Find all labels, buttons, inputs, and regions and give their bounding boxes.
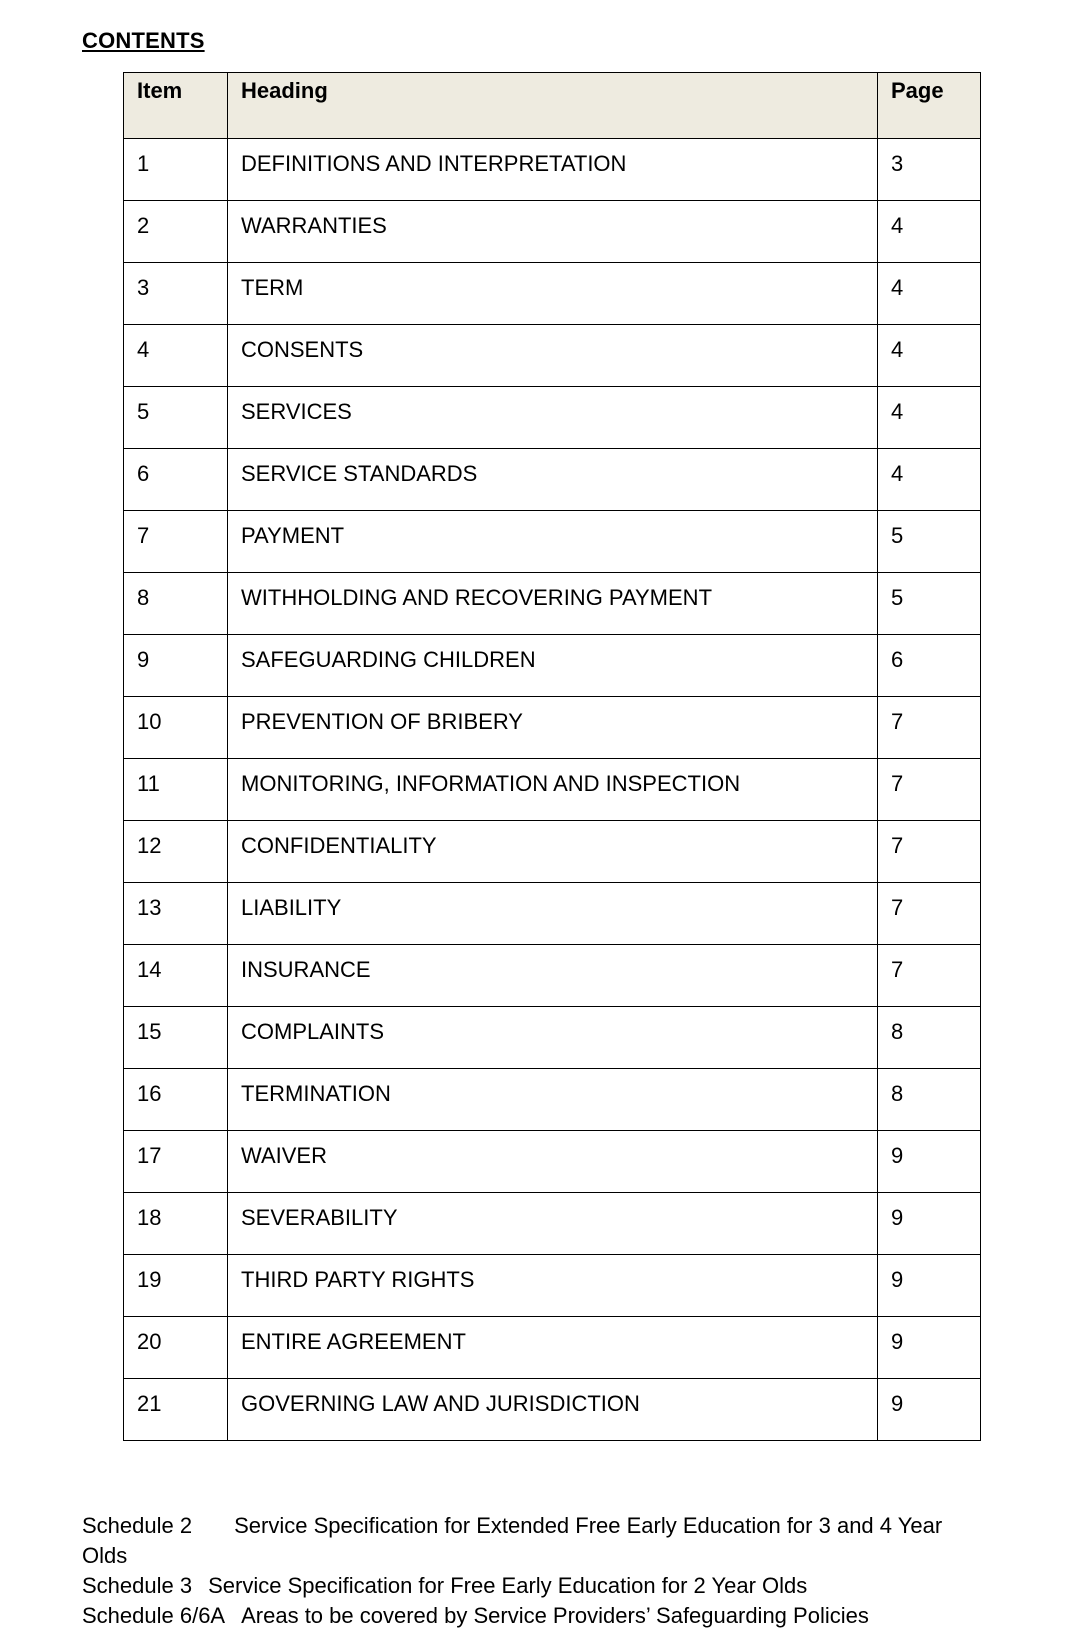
cell-item: 10: [124, 697, 228, 759]
cell-item: 14: [124, 945, 228, 1007]
schedule-entry: [82, 1601, 962, 1631]
cell-item: 17: [124, 1131, 228, 1193]
table-row: [124, 1069, 981, 1131]
column-header-page: Page: [878, 73, 981, 139]
cell-page: 9: [878, 1255, 981, 1317]
table-row: [124, 821, 981, 883]
table-row: [124, 759, 981, 821]
table-row: [124, 449, 981, 511]
cell-page: 8: [878, 1069, 981, 1131]
schedule-label: Schedule 3: [82, 1573, 193, 1598]
schedule-label: Schedule 6/6A: [82, 1603, 226, 1628]
cell-heading: SEVERABILITY: [228, 1193, 878, 1255]
cell-heading: MONITORING, INFORMATION AND INSPECTION: [228, 759, 878, 821]
table-row: [124, 387, 981, 449]
schedule-label: Schedule 2: [82, 1513, 193, 1538]
cell-page: 8: [878, 1007, 981, 1069]
cell-heading: CONSENTS: [228, 325, 878, 387]
schedule-list: [82, 1511, 962, 1631]
cell-page: 9: [878, 1379, 981, 1441]
table-row: [124, 511, 981, 573]
cell-item: 15: [124, 1007, 228, 1069]
table-row: [124, 1255, 981, 1317]
cell-heading: PREVENTION OF BRIBERY: [228, 697, 878, 759]
cell-page: 4: [878, 449, 981, 511]
cell-heading: INSURANCE: [228, 945, 878, 1007]
cell-heading: ENTIRE AGREEMENT: [228, 1317, 878, 1379]
table-row: [124, 697, 981, 759]
cell-heading: WARRANTIES: [228, 201, 878, 263]
cell-page: 9: [878, 1131, 981, 1193]
cell-item: 21: [124, 1379, 228, 1441]
cell-page: 3: [878, 139, 981, 201]
cell-page: 7: [878, 883, 981, 945]
cell-item: 8: [124, 573, 228, 635]
cell-heading: TERM: [228, 263, 878, 325]
cell-item: 18: [124, 1193, 228, 1255]
table-row: [124, 263, 981, 325]
cell-page: 7: [878, 759, 981, 821]
column-header-item: Item: [124, 73, 228, 139]
cell-page: 6: [878, 635, 981, 697]
cell-item: 6: [124, 449, 228, 511]
cell-heading: COMPLAINTS: [228, 1007, 878, 1069]
cell-page: 4: [878, 263, 981, 325]
table-row: [124, 945, 981, 1007]
cell-heading: DEFINITIONS AND INTERPRETATION: [228, 139, 878, 201]
cell-page: 9: [878, 1317, 981, 1379]
cell-heading: THIRD PARTY RIGHTS: [228, 1255, 878, 1317]
cell-heading: SERVICES: [228, 387, 878, 449]
cell-item: 7: [124, 511, 228, 573]
cell-page: 7: [878, 945, 981, 1007]
table-row: [124, 1193, 981, 1255]
cell-item: 11: [124, 759, 228, 821]
table-row: [124, 139, 981, 201]
cell-page: 9: [878, 1193, 981, 1255]
schedule-text: Areas to be covered by Service Providers’ Safeguarding Policies: [241, 1603, 869, 1628]
schedule-entry: [82, 1511, 962, 1571]
table-row: [124, 1007, 981, 1069]
cell-heading: LIABILITY: [228, 883, 878, 945]
table-row: [124, 325, 981, 387]
table-row: [124, 573, 981, 635]
cell-item: 13: [124, 883, 228, 945]
table-row: [124, 1131, 981, 1193]
table-row: [124, 883, 981, 945]
page-title: CONTENTS: [82, 28, 205, 53]
cell-item: 19: [124, 1255, 228, 1317]
table-header-row: [124, 73, 981, 139]
schedule-entry: [82, 1571, 962, 1601]
cell-item: 2: [124, 201, 228, 263]
cell-item: 3: [124, 263, 228, 325]
cell-heading: SAFEGUARDING CHILDREN: [228, 635, 878, 697]
cell-item: 9: [124, 635, 228, 697]
cell-item: 4: [124, 325, 228, 387]
cell-page: 4: [878, 325, 981, 387]
cell-page: 4: [878, 387, 981, 449]
cell-page: 7: [878, 821, 981, 883]
cell-item: 12: [124, 821, 228, 883]
cell-page: 7: [878, 697, 981, 759]
cell-page: 5: [878, 511, 981, 573]
table-row: [124, 201, 981, 263]
cell-heading: WITHHOLDING AND RECOVERING PAYMENT: [228, 573, 878, 635]
column-header-heading: Heading: [228, 73, 878, 139]
cell-heading: SERVICE STANDARDS: [228, 449, 878, 511]
cell-page: 4: [878, 201, 981, 263]
cell-page: 5: [878, 573, 981, 635]
cell-item: 20: [124, 1317, 228, 1379]
schedule-text: Service Specification for Free Early Education for 2 Year Olds: [208, 1573, 808, 1598]
cell-heading: GOVERNING LAW AND JURISDICTION: [228, 1379, 878, 1441]
table-row: [124, 635, 981, 697]
table-row: [124, 1379, 981, 1441]
schedule-text: Service Specification for Extended Free Early Education for 3 and 4 Year Olds: [82, 1513, 943, 1568]
cell-item: 5: [124, 387, 228, 449]
cell-heading: PAYMENT: [228, 511, 878, 573]
cell-heading: CONFIDENTIALITY: [228, 821, 878, 883]
contents-table-body: [124, 139, 981, 1441]
cell-item: 16: [124, 1069, 228, 1131]
cell-heading: TERMINATION: [228, 1069, 878, 1131]
table-row: [124, 1317, 981, 1379]
cell-heading: WAIVER: [228, 1131, 878, 1193]
cell-item: 1: [124, 139, 228, 201]
contents-table: [123, 72, 981, 1441]
